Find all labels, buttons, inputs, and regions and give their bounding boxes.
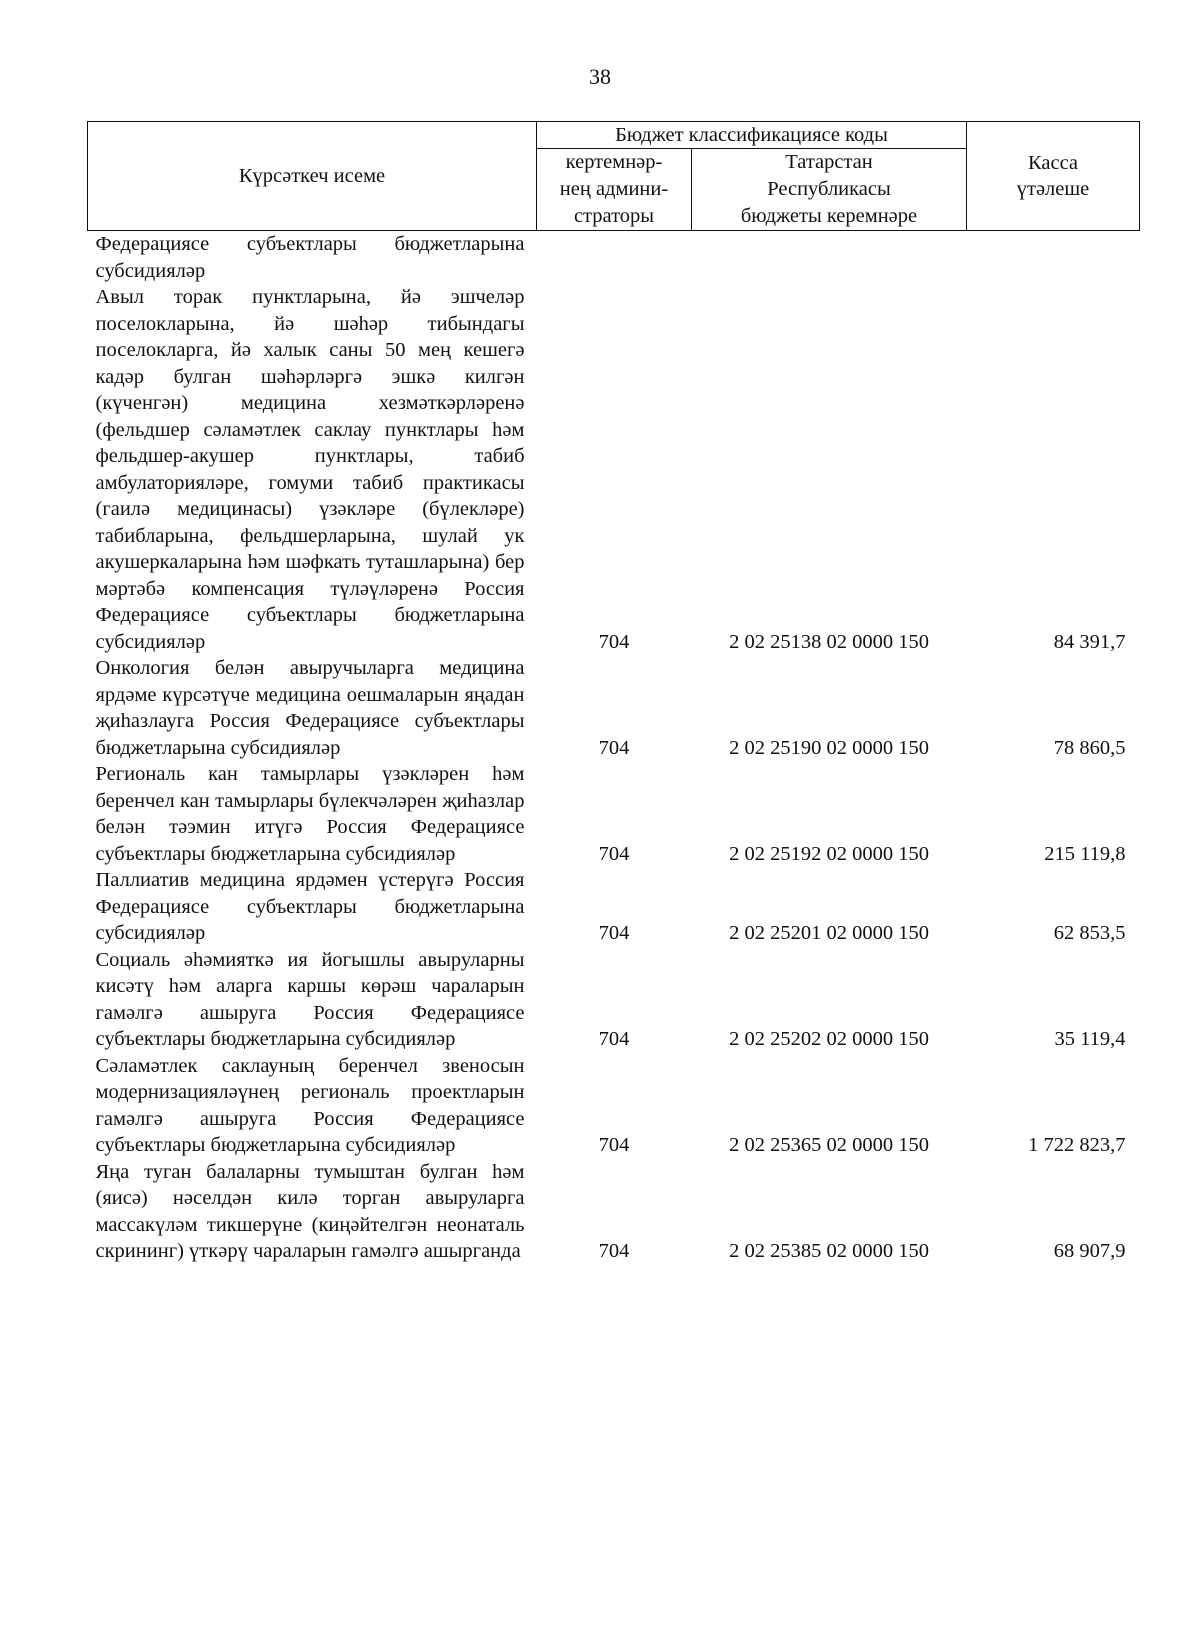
row-name-cell: Паллиатив медицина ярдәмен үстерүгә Россия Федерациясе субъектлары бюджетларына субсидияләр — [95, 869, 525, 944]
row-amount-cell: 68 907,9 — [1053, 1240, 1126, 1262]
row-code-cell: 2 02 25138 02 0000 150 — [729, 630, 929, 653]
row-name-cell: Онкология белән авыручыларга медицина ярдәме күрсәтүче медицина оешмаларын яңадан җиһазлауга Россия Федерациясе субъектлары бюджетларына субсидияләр — [95, 657, 525, 759]
header-budget-code-group: Бюджет классификациясе коды — [537, 122, 967, 149]
row-admin-cell: 704 — [598, 630, 630, 653]
row-code-cell: 2 02 25192 02 0000 150 — [729, 842, 929, 865]
row-amount-cell: 78 860,5 — [1053, 736, 1126, 759]
row-admin-cell — [537, 231, 692, 285]
row-code-cell: 2 02 25202 02 0000 150 — [729, 1028, 929, 1050]
row-name-cell: Авыл торак пунктларына, йә эшчеләр поселокларына, йә шәһәр тибындагы поселокларга, йә халык саны 50 мең кешегә кадәр булган шәһәрләргә эшкә килгән (күченгән) медицина хезмәткәрләренә (фельдшер сәламәтлек саклау пунктлары һәм фельдшер-акушер пунктлары, табиб амбулаторияләре, гомуми табиб практикасы (гаилә медицинасы) үзәкләре (бүлекләре) табибларына, фельдшерларына, шулай ук акушеркаларына һәм шәфкать туташларына) бер мәртәбә компенсация түләүләренә Россия Федерациясе субъектлары бюджетларына субсидияләр — [95, 286, 525, 653]
row-amount-cell: 1 722 823,7 — [1028, 1134, 1126, 1156]
table-row — [88, 867, 1140, 947]
row-amount-cell — [967, 231, 1140, 285]
table-header — [88, 122, 1140, 231]
page-number: 38 — [589, 64, 611, 89]
table-body — [88, 231, 1140, 1265]
row-amount-cell: 62 853,5 — [1053, 922, 1126, 944]
table-row — [88, 231, 1140, 285]
row-amount-cell: 215 119,8 — [1044, 842, 1126, 865]
table-row — [88, 655, 1140, 761]
table-row — [88, 1159, 1140, 1265]
row-code-cell: 2 02 25365 02 0000 150 — [729, 1134, 929, 1156]
row-name-cell: Федерациясе субъектлары бюджетларына субсидияләр — [95, 233, 525, 282]
row-admin-cell: 704 — [598, 922, 630, 944]
row-name-cell: Региональ кан тамырлары үзәкләрен һәм беренчел кан тамырлары бүлекчәләрен җиһазлар белән тәэмин итүгә Россия Федерациясе субъектлары бюджетларына субсидияләр — [95, 763, 525, 865]
table-row — [88, 761, 1140, 867]
header-cash-execution: Касса үтәлеше — [967, 122, 1140, 231]
row-amount-cell: 35 119,4 — [1054, 1028, 1126, 1050]
row-name-cell: Яңа туган балаларны тумыштан булган һәм (яисә) нәселдән килә торган авыруларга массакүләм тикшерүне (киңәйтелгән неонаталь скрининг) үткәрү чараларын гамәлгә ашырганда — [95, 1160, 525, 1262]
row-code-cell — [692, 231, 967, 285]
row-admin-cell: 704 — [598, 842, 630, 865]
row-code-cell: 2 02 25190 02 0000 150 — [729, 736, 929, 759]
row-admin-cell: 704 — [598, 1028, 630, 1050]
row-name-cell: Социаль әһәмияткә ия йогышлы авыруларны кисәтү һәм аларга каршы көрәш чараларын гамәлгә ашыруга Россия Федерациясе субъектлары бюджетларына субсидияләр — [95, 948, 525, 1050]
header-revenues: Татарстан Республикасы бюджеты керемнәре — [692, 149, 967, 231]
row-name-cell: Сәламәтлек саклауның беренчел звеносын модернизацияләүнең региональ проектларын гамәлгә ашыруга Россия Федерациясе субъектлары бюджетларына субсидияләр — [95, 1054, 525, 1156]
row-admin-cell: 704 — [598, 1240, 630, 1262]
table-row — [88, 947, 1140, 1053]
header-administrators: кертемнәр- нең админи- страторы — [537, 149, 692, 231]
table-row — [88, 1053, 1140, 1159]
row-admin-cell: 704 — [598, 1134, 630, 1156]
row-admin-cell: 704 — [598, 736, 630, 759]
row-code-cell: 2 02 25201 02 0000 150 — [729, 922, 929, 944]
budget-revenue-table — [87, 121, 1140, 1265]
row-amount-cell: 84 391,7 — [1053, 630, 1126, 653]
header-indicator-name: Күрсәткеч исеме — [88, 122, 537, 231]
header-row-top — [88, 122, 1140, 149]
table-row — [88, 284, 1140, 655]
row-code-cell: 2 02 25385 02 0000 150 — [729, 1240, 929, 1262]
